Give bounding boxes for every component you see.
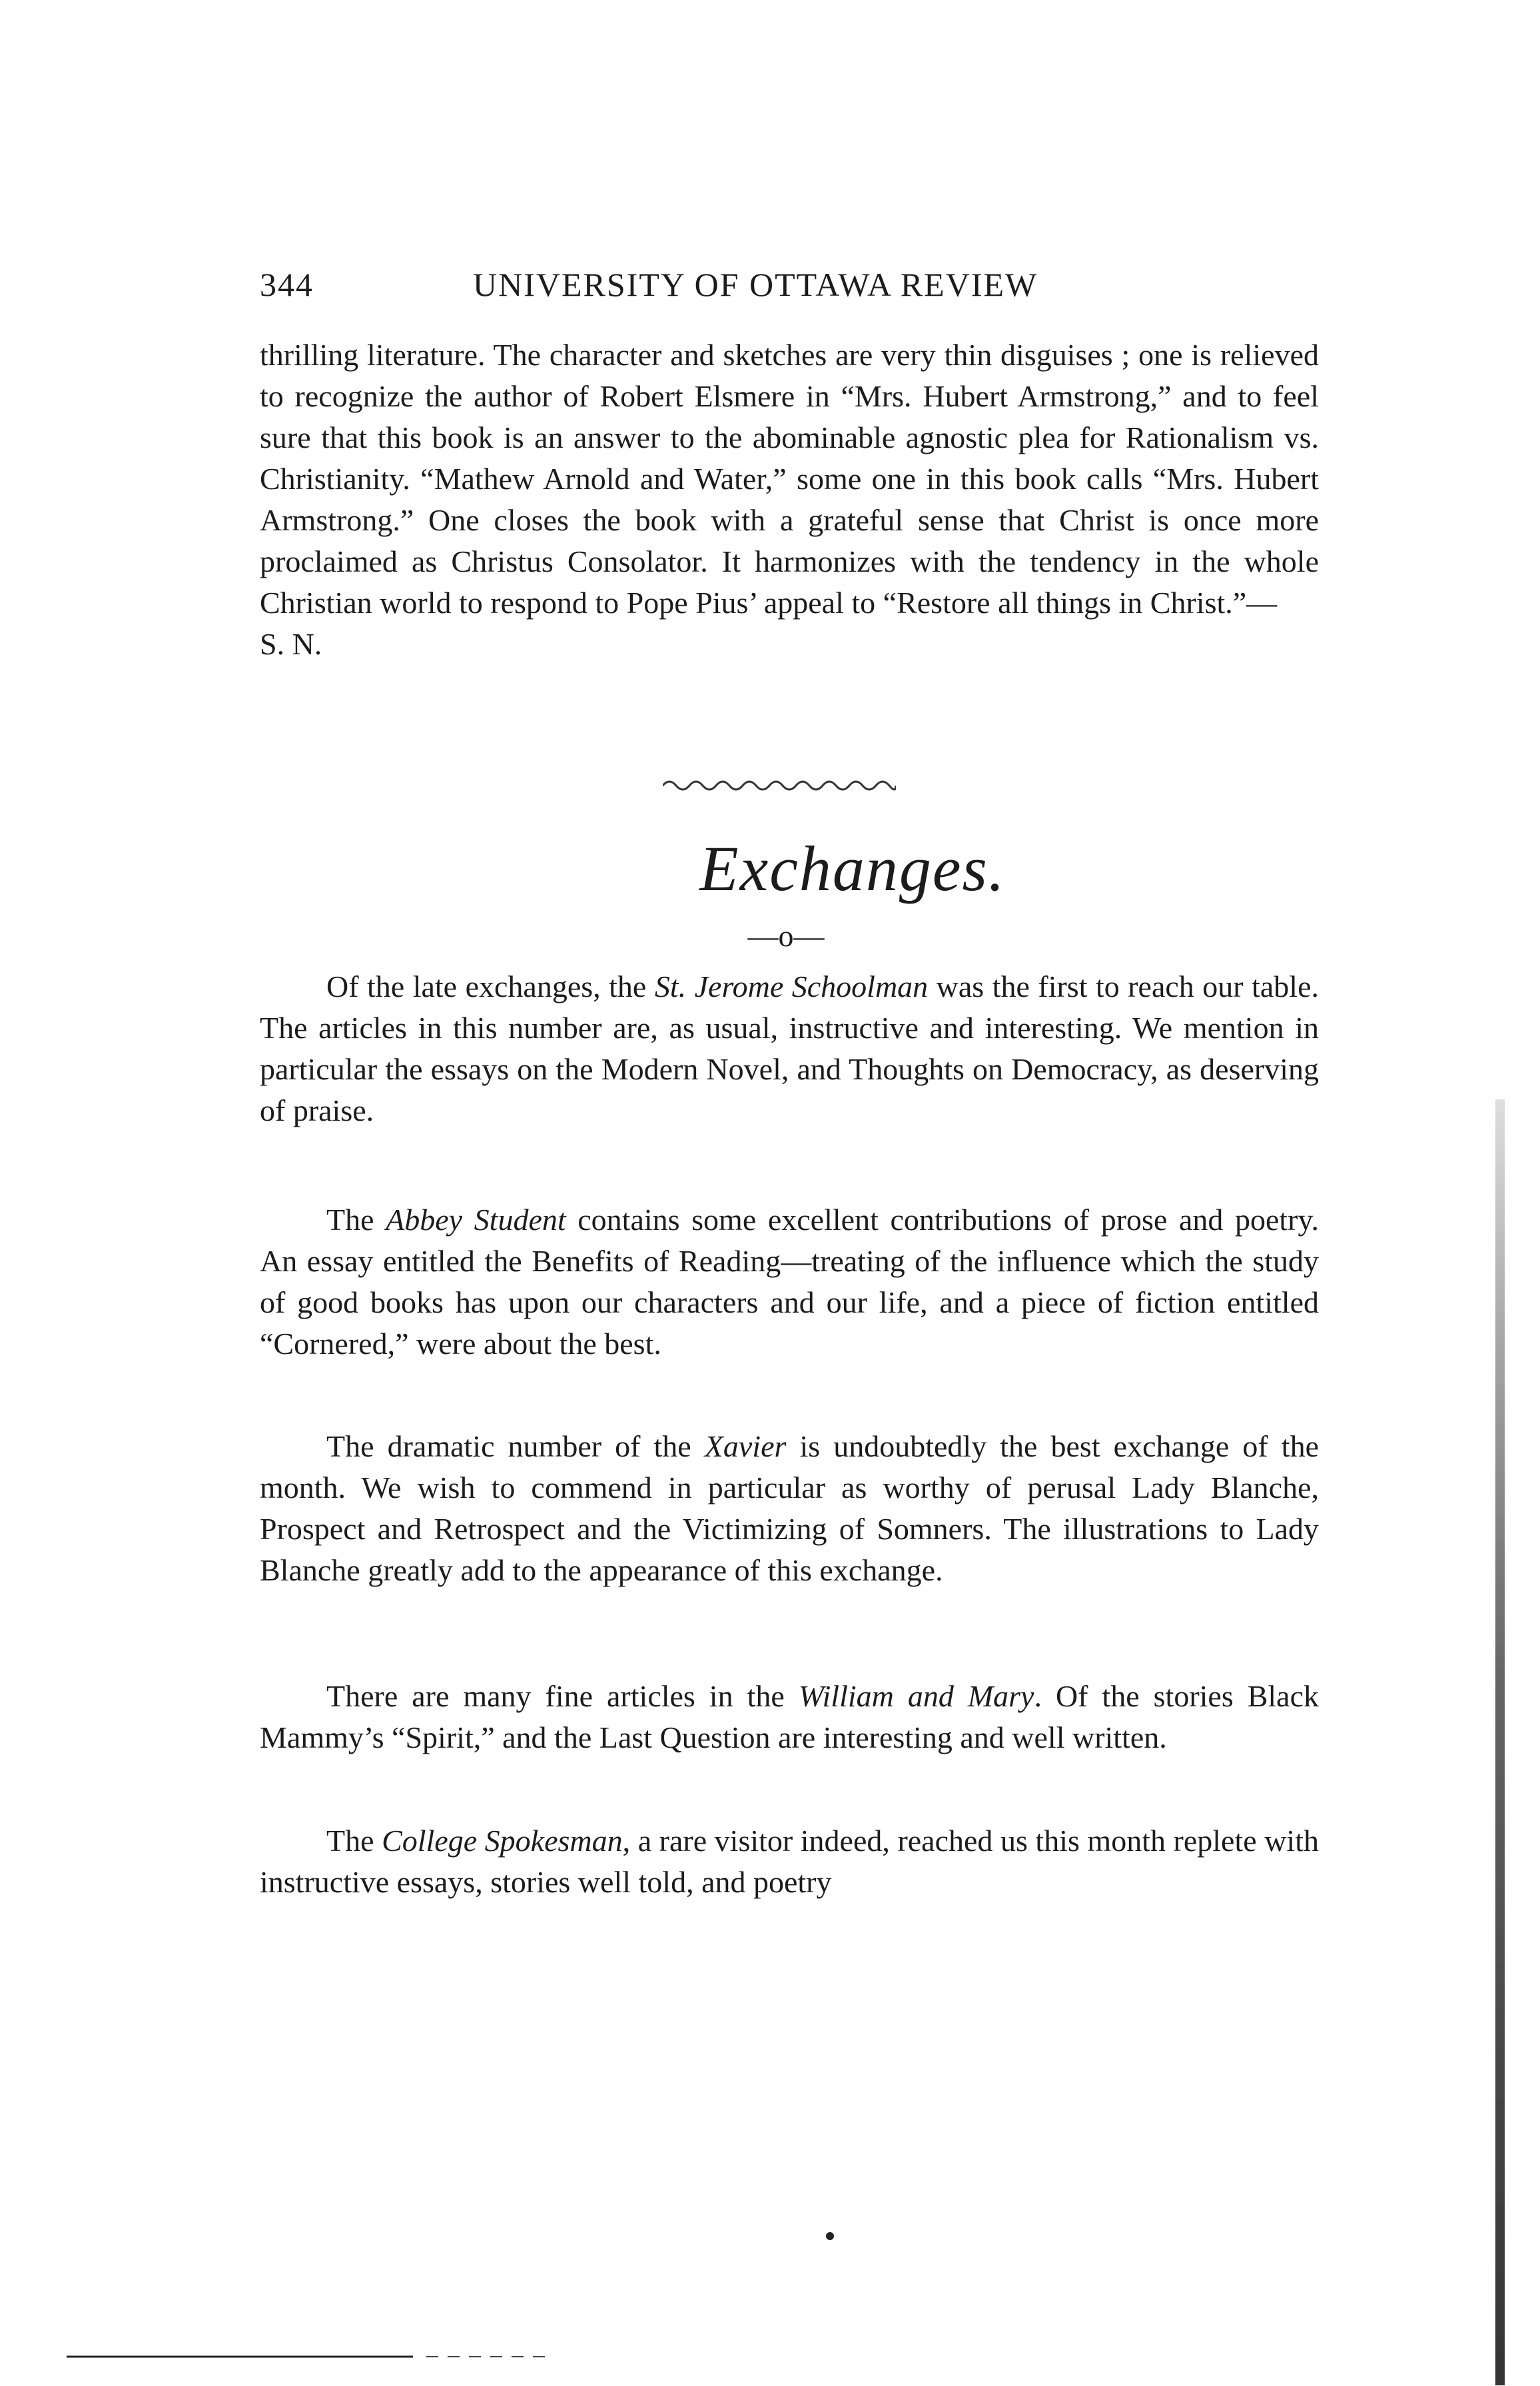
review-text: thrilling literature. The character and sketches are very thin disguises ; one is relieved to recognize the author of Robert Elsmere in “Mrs. Hubert Armstrong,” and to feel sure that this book is an answer to the abominable agnostic plea for Rationalism vs. Christianity. “Mathew Arnold and Water,” some one in this book calls “Mrs. Hubert Armstrong.” One closes the book with a grateful sense that Christ is once more proclaimed as Christus Consolator. It harmonizes with the tendency in the whole Christian world to respond to Pope Pius’ appeal to “Restore all things in Christ.”— [260,338,1319,620]
paragraph-text: is undoubtedly the best exchange of the month. We wish to commend in particular as worthy of perusal Lady Blanche, Prospect and Retrospect and the Victimizing of Somners. The illustrations to Lady Blanche greatly add to the appearance of this exchange. [260,1429,1319,1587]
exchange-paragraph [260,1676,1319,1758]
paragraph-text: There are many fine articles in the [326,1679,799,1713]
publication-title: Abbey Student [386,1203,566,1237]
running-header [260,265,1326,312]
exchange-paragraph [260,1199,1319,1365]
ink-dot [826,2232,834,2240]
paragraph-text: , a rare visitor indeed, reached us this month replete with instructive essays, stories well told, and poetry [260,1824,1319,1899]
journal-title: UNIVERSITY OF OTTAWA REVIEW [473,266,1038,303]
heading-ornament: —o— [747,919,825,953]
exchange-paragraph [260,966,1319,1131]
paragraph-text: . Of the stories Black Mammy’s “Spirit,” and the Last Question are interesting and well written. [260,1679,1320,1754]
exchange-paragraph [260,1426,1319,1591]
paragraph-text: Of the late exchanges, the [326,969,655,1003]
wave-ornament-divider [663,776,896,795]
paragraph-text: was the first to reach our table. The articles in this number are, as usual, instructive and interesting. We mention in particular the essays on the Modern Novel, and Thoughts on Democracy, as deserving of praise. [260,969,1319,1127]
scan-edge-shadow [1495,1099,1505,2385]
review-continuation [260,334,1319,665]
publication-title: St. Jerome Schoolman [654,969,929,1003]
paragraph-text: contains some excellent contributions of prose and poetry. An essay entitled the Benefits of Reading—treating of the influence which the study of good books has upon our characters and our life, and a piece of fiction entitled “Cornered,” were about the best. [260,1203,1320,1361]
review-signature: S. N. [260,627,322,661]
publication-title: Xavier [704,1429,787,1463]
paragraph-text: The dramatic number of the [326,1429,705,1463]
section-heading-exchanges: Exchanges. [699,833,1006,904]
paragraph-text: The [326,1203,386,1237]
exchange-paragraph [260,1820,1319,1903]
publication-title: William and Mary [798,1679,1034,1713]
page-number: 344 [260,266,314,303]
publication-title: College Spokesman [382,1824,623,1858]
paragraph-text: The [326,1824,382,1858]
footer-rule [67,2355,546,2358]
